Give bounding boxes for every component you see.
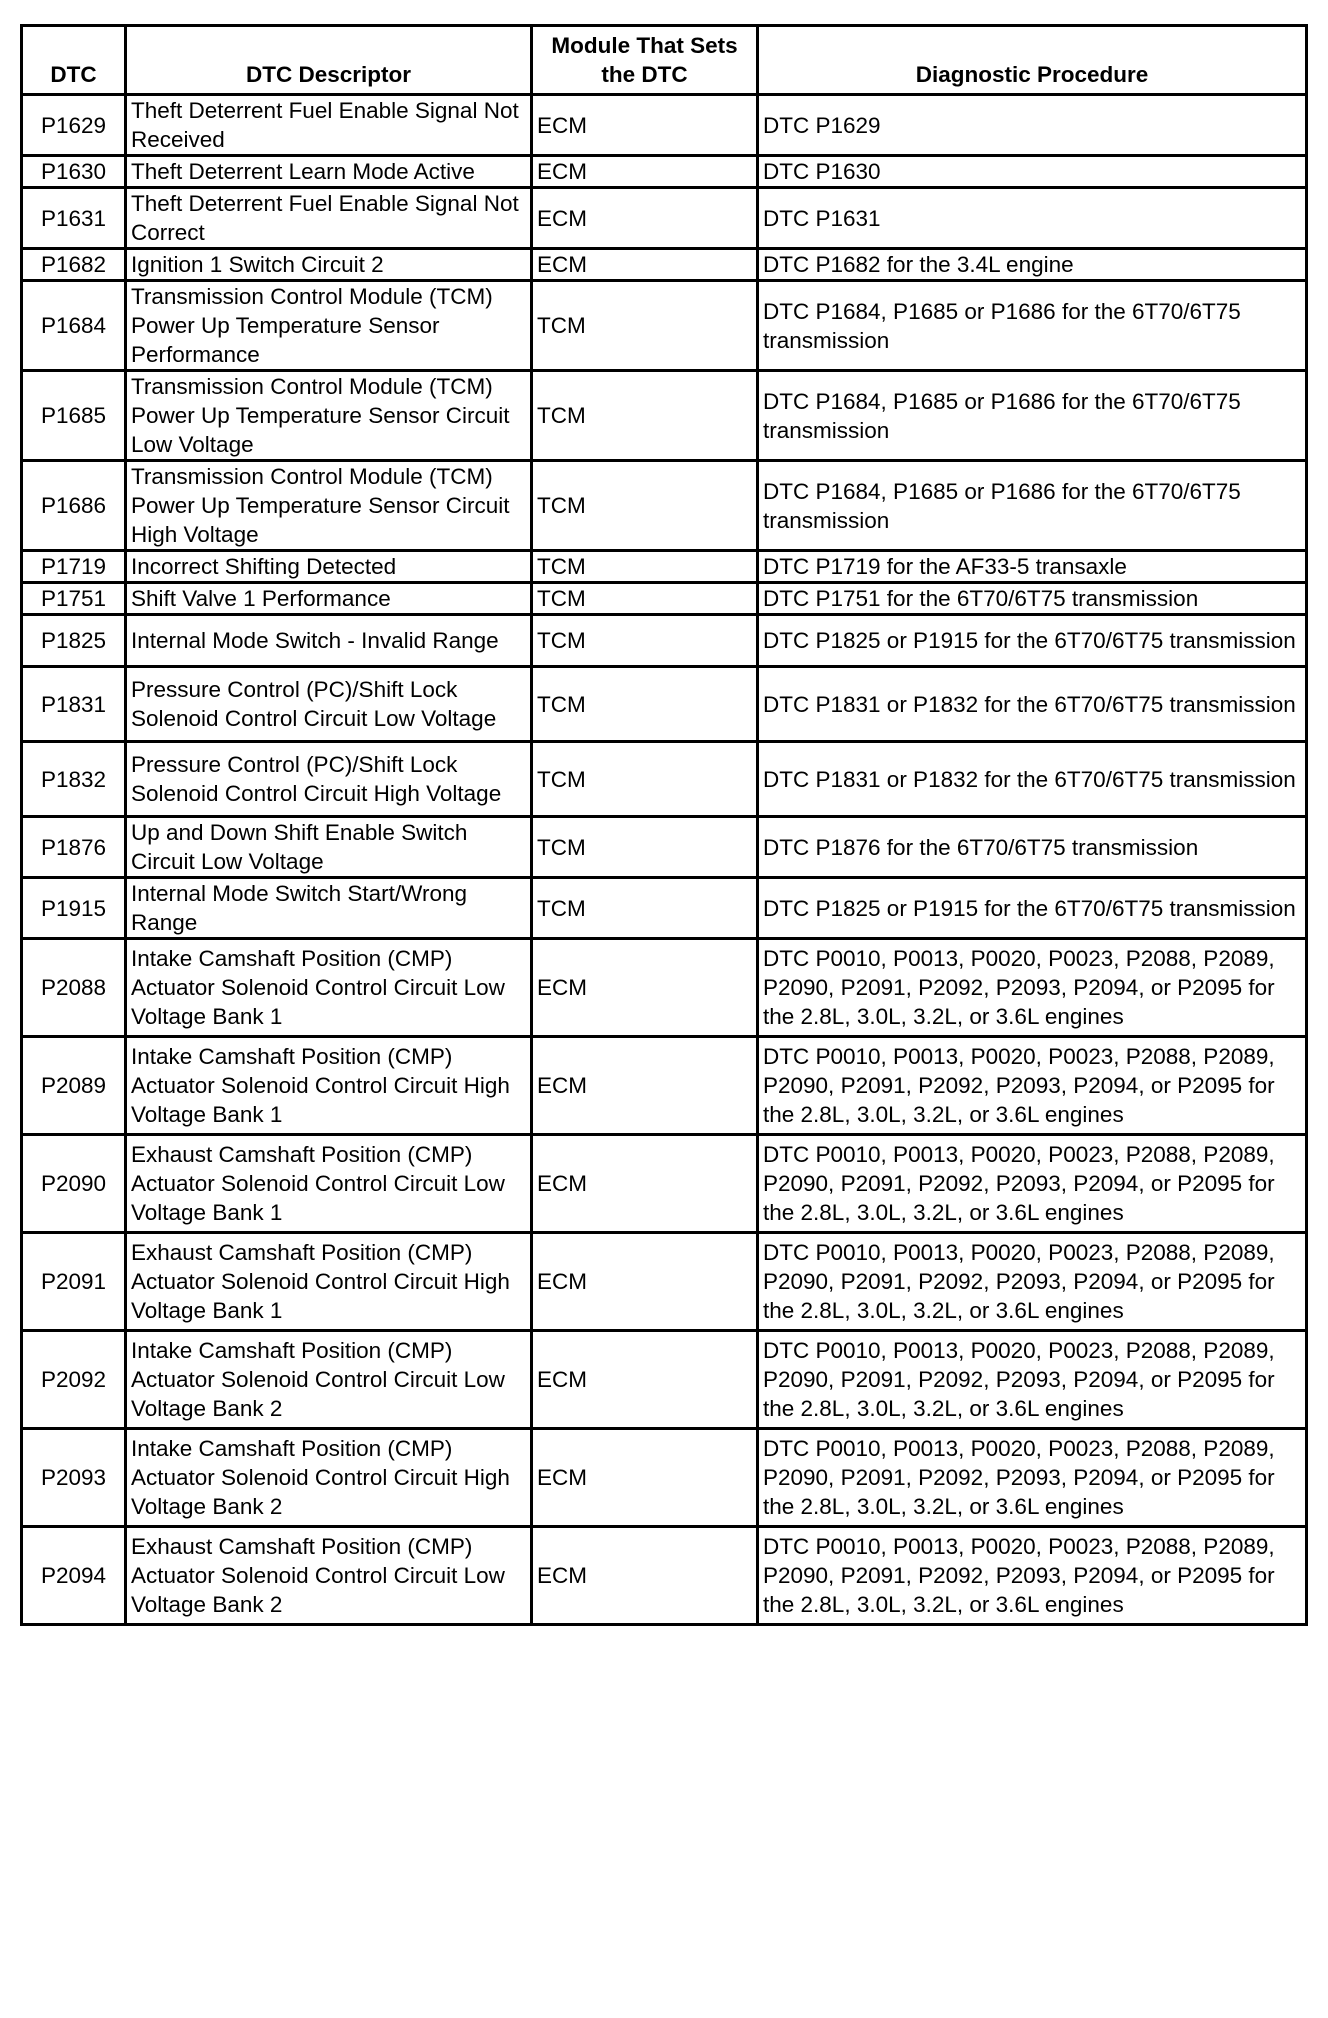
table-row [22, 371, 1307, 461]
diagnostic-procedure-cell: DTC P1684, P1685 or P1686 for the 6T70/6T75 transmission [758, 371, 1307, 461]
diagnostic-procedure-cell: DTC P1876 for the 6T70/6T75 transmission [758, 817, 1307, 878]
diagnostic-procedure-cell: DTC P0010, P0013, P0020, P0023, P2088, P2089, P2090, P2091, P2092, P2093, P2094, or P2095 for the 2.8L, 3.0L, 3.2L, or 3.6L engines [758, 1233, 1307, 1331]
header-dtc: DTC [22, 26, 126, 95]
dtc-descriptor-cell: Exhaust Camshaft Position (CMP) Actuator Solenoid Control Circuit High Voltage Bank 1 [126, 1233, 532, 1331]
header-procedure: Diagnostic Procedure [758, 26, 1307, 95]
dtc-table [20, 24, 1308, 1626]
module-cell: TCM [532, 817, 758, 878]
module-cell: ECM [532, 1331, 758, 1429]
module-cell: ECM [532, 156, 758, 188]
module-cell: TCM [532, 615, 758, 667]
table-row [22, 281, 1307, 371]
diagnostic-procedure-cell: DTC P0010, P0013, P0020, P0023, P2088, P2089, P2090, P2091, P2092, P2093, P2094, or P2095 for the 2.8L, 3.0L, 3.2L, or 3.6L engines [758, 1527, 1307, 1625]
module-cell: ECM [532, 1135, 758, 1233]
table-row [22, 461, 1307, 551]
diagnostic-procedure-cell: DTC P1719 for the AF33-5 transaxle [758, 551, 1307, 583]
diagnostic-procedure-cell: DTC P1831 or P1832 for the 6T70/6T75 transmission [758, 742, 1307, 817]
header-descriptor: DTC Descriptor [126, 26, 532, 95]
table-header-row [22, 26, 1307, 95]
table-row [22, 249, 1307, 281]
dtc-code-cell: P2090 [22, 1135, 126, 1233]
module-cell: ECM [532, 249, 758, 281]
table-row [22, 1331, 1307, 1429]
table-row [22, 1135, 1307, 1233]
module-cell: TCM [532, 551, 758, 583]
dtc-descriptor-cell: Pressure Control (PC)/Shift Lock Solenoid Control Circuit Low Voltage [126, 667, 532, 742]
module-cell: TCM [532, 371, 758, 461]
dtc-code-cell: P1686 [22, 461, 126, 551]
dtc-code-cell: P1685 [22, 371, 126, 461]
dtc-code-cell: P2089 [22, 1037, 126, 1135]
dtc-descriptor-cell: Theft Deterrent Learn Mode Active [126, 156, 532, 188]
table-row [22, 1527, 1307, 1625]
module-cell: ECM [532, 939, 758, 1037]
dtc-code-cell: P1682 [22, 249, 126, 281]
dtc-code-cell: P1629 [22, 95, 126, 156]
module-cell: TCM [532, 667, 758, 742]
table-row [22, 95, 1307, 156]
dtc-code-cell: P2093 [22, 1429, 126, 1527]
diagnostic-procedure-cell: DTC P0010, P0013, P0020, P0023, P2088, P2089, P2090, P2091, P2092, P2093, P2094, or P2095 for the 2.8L, 3.0L, 3.2L, or 3.6L engines [758, 1331, 1307, 1429]
table-row [22, 1233, 1307, 1331]
diagnostic-procedure-cell: DTC P1831 or P1832 for the 6T70/6T75 transmission [758, 667, 1307, 742]
dtc-descriptor-cell: Intake Camshaft Position (CMP) Actuator Solenoid Control Circuit High Voltage Bank 2 [126, 1429, 532, 1527]
dtc-descriptor-cell: Transmission Control Module (TCM) Power Up Temperature Sensor Circuit High Voltage [126, 461, 532, 551]
module-cell: ECM [532, 1233, 758, 1331]
dtc-descriptor-cell: Internal Mode Switch - Invalid Range [126, 615, 532, 667]
dtc-descriptor-cell: Internal Mode Switch Start/Wrong Range [126, 878, 532, 939]
table-row [22, 1429, 1307, 1527]
dtc-code-cell: P1915 [22, 878, 126, 939]
dtc-descriptor-cell: Theft Deterrent Fuel Enable Signal Not Received [126, 95, 532, 156]
dtc-descriptor-cell: Intake Camshaft Position (CMP) Actuator Solenoid Control Circuit High Voltage Bank 1 [126, 1037, 532, 1135]
diagnostic-procedure-cell: DTC P1751 for the 6T70/6T75 transmission [758, 583, 1307, 615]
dtc-descriptor-cell: Intake Camshaft Position (CMP) Actuator Solenoid Control Circuit Low Voltage Bank 1 [126, 939, 532, 1037]
dtc-descriptor-cell: Incorrect Shifting Detected [126, 551, 532, 583]
table-row [22, 551, 1307, 583]
dtc-descriptor-cell: Ignition 1 Switch Circuit 2 [126, 249, 532, 281]
module-cell: TCM [532, 583, 758, 615]
table-row [22, 667, 1307, 742]
dtc-code-cell: P2092 [22, 1331, 126, 1429]
table-row [22, 156, 1307, 188]
module-cell: TCM [532, 878, 758, 939]
dtc-code-cell: P1630 [22, 156, 126, 188]
table-row [22, 615, 1307, 667]
module-cell: ECM [532, 1037, 758, 1135]
dtc-code-cell: P1719 [22, 551, 126, 583]
dtc-code-cell: P2094 [22, 1527, 126, 1625]
dtc-code-cell: P1832 [22, 742, 126, 817]
dtc-code-cell: P2091 [22, 1233, 126, 1331]
module-cell: ECM [532, 188, 758, 249]
table-body [22, 95, 1307, 1625]
dtc-code-cell: P1684 [22, 281, 126, 371]
dtc-code-cell: P1825 [22, 615, 126, 667]
dtc-descriptor-cell: Up and Down Shift Enable Switch Circuit Low Voltage [126, 817, 532, 878]
dtc-code-cell: P1876 [22, 817, 126, 878]
dtc-code-cell: P1751 [22, 583, 126, 615]
dtc-descriptor-cell: Exhaust Camshaft Position (CMP) Actuator Solenoid Control Circuit Low Voltage Bank 1 [126, 1135, 532, 1233]
dtc-code-cell: P1831 [22, 667, 126, 742]
dtc-descriptor-cell: Shift Valve 1 Performance [126, 583, 532, 615]
table-row [22, 878, 1307, 939]
diagnostic-procedure-cell: DTC P1631 [758, 188, 1307, 249]
table-row [22, 742, 1307, 817]
dtc-descriptor-cell: Pressure Control (PC)/Shift Lock Solenoid Control Circuit High Voltage [126, 742, 532, 817]
diagnostic-procedure-cell: DTC P0010, P0013, P0020, P0023, P2088, P2089, P2090, P2091, P2092, P2093, P2094, or P2095 for the 2.8L, 3.0L, 3.2L, or 3.6L engines [758, 939, 1307, 1037]
diagnostic-procedure-cell: DTC P1682 for the 3.4L engine [758, 249, 1307, 281]
module-cell: ECM [532, 1527, 758, 1625]
diagnostic-procedure-cell: DTC P0010, P0013, P0020, P0023, P2088, P2089, P2090, P2091, P2092, P2093, P2094, or P2095 for the 2.8L, 3.0L, 3.2L, or 3.6L engines [758, 1429, 1307, 1527]
diagnostic-procedure-cell: DTC P0010, P0013, P0020, P0023, P2088, P2089, P2090, P2091, P2092, P2093, P2094, or P2095 for the 2.8L, 3.0L, 3.2L, or 3.6L engines [758, 1037, 1307, 1135]
header-module: Module That Sets the DTC [532, 26, 758, 95]
dtc-descriptor-cell: Exhaust Camshaft Position (CMP) Actuator Solenoid Control Circuit Low Voltage Bank 2 [126, 1527, 532, 1625]
table-row [22, 1037, 1307, 1135]
diagnostic-procedure-cell: DTC P1629 [758, 95, 1307, 156]
table-row [22, 583, 1307, 615]
module-cell: TCM [532, 742, 758, 817]
dtc-descriptor-cell: Transmission Control Module (TCM) Power Up Temperature Sensor Performance [126, 281, 532, 371]
module-cell: ECM [532, 95, 758, 156]
diagnostic-procedure-cell: DTC P1825 or P1915 for the 6T70/6T75 transmission [758, 615, 1307, 667]
dtc-descriptor-cell: Intake Camshaft Position (CMP) Actuator Solenoid Control Circuit Low Voltage Bank 2 [126, 1331, 532, 1429]
diagnostic-procedure-cell: DTC P1630 [758, 156, 1307, 188]
module-cell: TCM [532, 461, 758, 551]
module-cell: TCM [532, 281, 758, 371]
table-row [22, 939, 1307, 1037]
diagnostic-procedure-cell: DTC P1684, P1685 or P1686 for the 6T70/6T75 transmission [758, 281, 1307, 371]
dtc-descriptor-cell: Transmission Control Module (TCM) Power Up Temperature Sensor Circuit Low Voltage [126, 371, 532, 461]
dtc-code-cell: P2088 [22, 939, 126, 1037]
module-cell: ECM [532, 1429, 758, 1527]
dtc-code-cell: P1631 [22, 188, 126, 249]
diagnostic-procedure-cell: DTC P1825 or P1915 for the 6T70/6T75 transmission [758, 878, 1307, 939]
dtc-descriptor-cell: Theft Deterrent Fuel Enable Signal Not Correct [126, 188, 532, 249]
table-row [22, 817, 1307, 878]
table-row [22, 188, 1307, 249]
diagnostic-procedure-cell: DTC P0010, P0013, P0020, P0023, P2088, P2089, P2090, P2091, P2092, P2093, P2094, or P2095 for the 2.8L, 3.0L, 3.2L, or 3.6L engines [758, 1135, 1307, 1233]
diagnostic-procedure-cell: DTC P1684, P1685 or P1686 for the 6T70/6T75 transmission [758, 461, 1307, 551]
